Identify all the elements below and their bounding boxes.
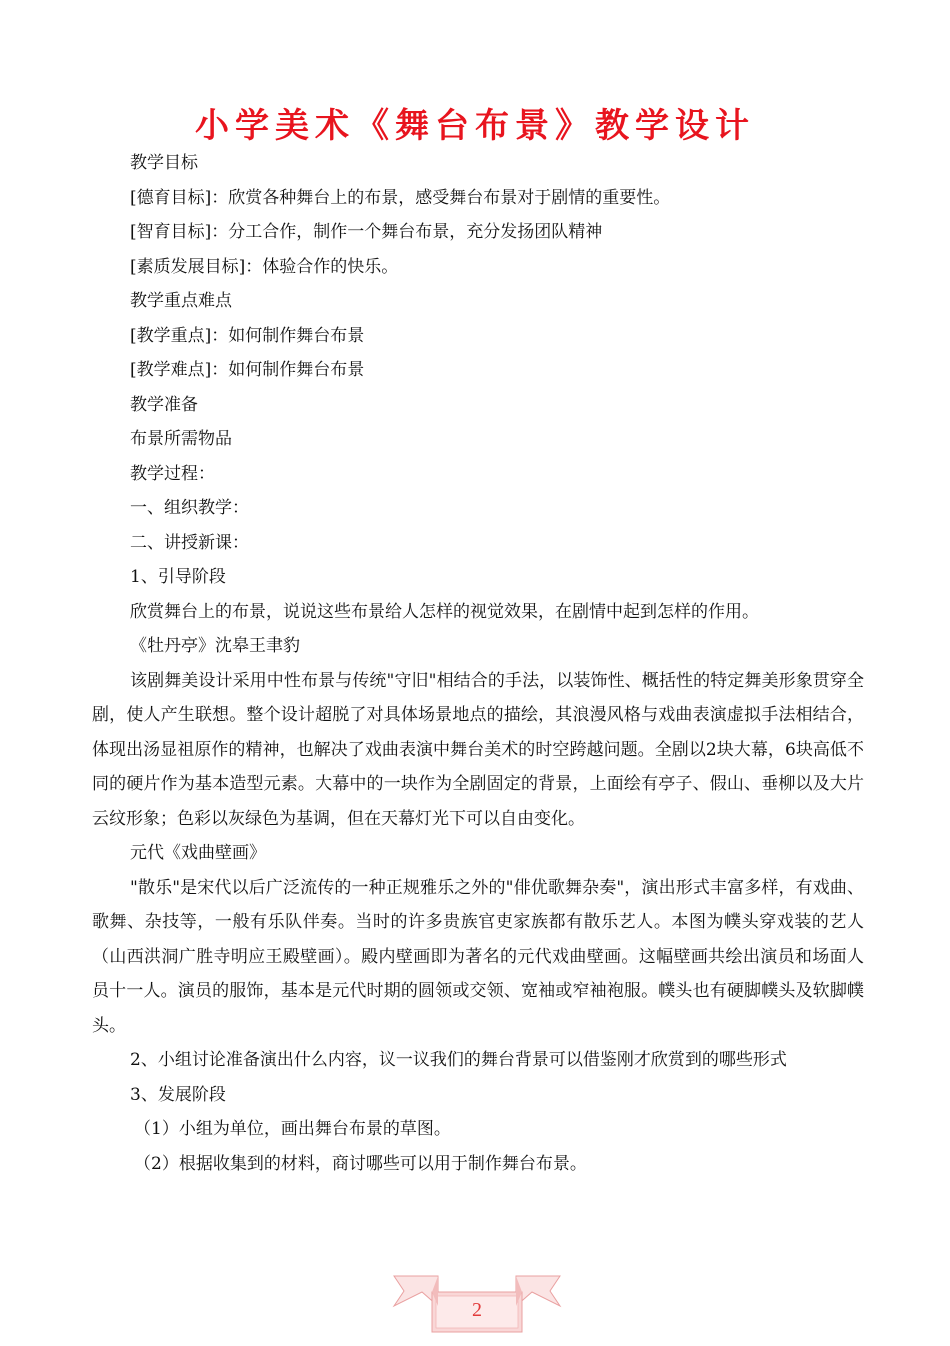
heading-process: 教学过程：	[130, 463, 215, 484]
stage-guide: 1、引导阶段	[130, 567, 226, 587]
heading-key-points: 教学重点难点	[130, 291, 232, 311]
step-group-discussion: 2、小组讨论准备演出什么内容，议一议我们的舞台背景可以借鉴刚才欣赏到的哪些形式	[130, 1050, 787, 1070]
page-number-badge	[392, 1262, 562, 1342]
work-yuan-mural: 元代《戏曲壁画》	[130, 843, 266, 863]
guide-instruction: 欣赏舞台上的布景，说说这些布景给人怎样的视觉效果，在剧情中起到怎样的作用。	[130, 601, 759, 622]
substep-materials: （2）根据收集到的材料，商讨哪些可以用于制作舞台布景。	[134, 1153, 587, 1174]
work-peony-pavilion: 《牡丹亭》沈皋王聿豹	[130, 636, 300, 656]
paragraph-peony-pavilion: 该剧舞美设计采用中性布景与传统"守旧"相结合的手法，以装饰性、概括性的特定舞美形象贯穿全剧，使人产生联想。整个设计超脱了对具体场景地点的描绘，其浪漫风格与戏曲表演虚拟手法相结合，体现出汤显祖原作的精神，也解决了戏曲表演中舞台美术的时空跨越问题。全剧以2块大幕，6块高低不同的硬片作为基本造型元素。大幕中的一块作为全剧固定的背景，上面绘有亭子、假山、垂柳以及大片云纹形象；色彩以灰绿色为基调，但在天幕灯光下可以自由变化。	[92, 670, 864, 829]
goal-moral: [德育目标]：欣赏各种舞台上的布景，感受舞台布景对于剧情的重要性。	[130, 187, 671, 208]
step-organize: 一、组织教学：	[130, 498, 249, 518]
preparation-items: 布景所需物品	[130, 429, 232, 449]
stage-development: 3、发展阶段	[130, 1084, 226, 1105]
paragraph-yuan-mural: "散乐"是宋代以后广泛流传的一种正规雅乐之外的"俳优歌舞杂奏"，演出形式丰富多样，有戏曲、歌舞、杂技等，一般有乐队伴奏。当时的许多贵族官吏家族都有散乐艺人。本图为幞头穿戏装的艺人（山西洪洞广胜寺明应王殿壁画）。殿内壁画即为著名的元代戏曲壁画。这幅壁画共绘出演员和场面人员十一人。演员的服饰，基本是元代时期的圆领或交领、宽袖或窄袖袍服。幞头也有硬脚幞头及软脚幞头。	[92, 877, 864, 1036]
heading-preparation: 教学准备	[130, 394, 198, 415]
document-body	[92, 146, 864, 1181]
page-number: 2	[472, 1299, 482, 1321]
goal-intellectual: [智育目标]：分工合作，制作一个舞台布景，充分发扬团队精神	[130, 222, 603, 242]
document-title: 小学美术《舞台布景》教学设计	[195, 106, 755, 146]
goal-quality: [素质发展目标]：体验合作的快乐。	[130, 256, 399, 277]
difficult-point: [教学难点]：如何制作舞台布景	[130, 360, 365, 380]
heading-teaching-goals: 教学目标	[130, 153, 198, 173]
step-lecture: 二、讲授新课：	[130, 532, 249, 553]
key-point: [教学重点]：如何制作舞台布景	[130, 325, 365, 346]
substep-sketch: （1）小组为单位，画出舞台布景的草图。	[134, 1119, 451, 1139]
